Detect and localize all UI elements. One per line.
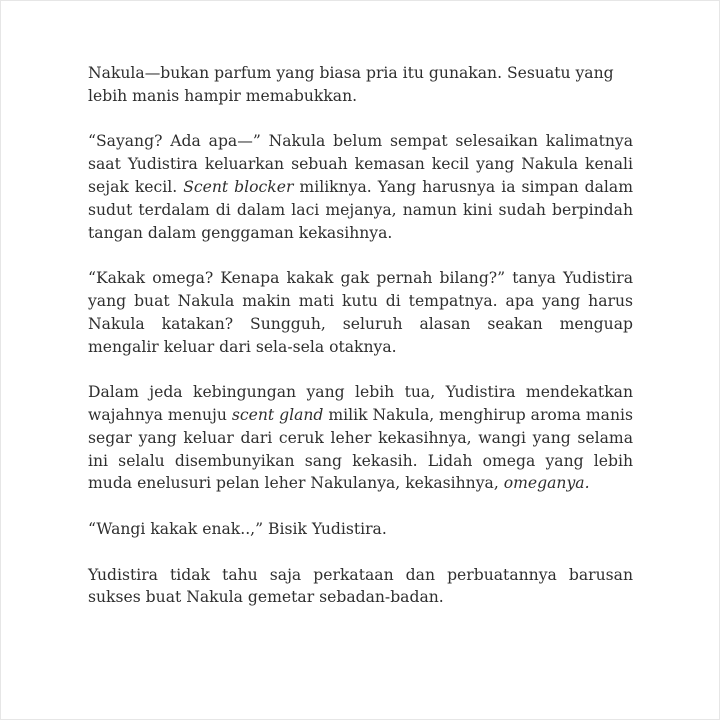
paragraph-2-text-a: “Sayang? Ada apa—” Nakula belum sempat selesaikan kalimatnya saat Yudistira keluarkan sebuah kemasan kecil yang Nakula kenali sejak kecil. <box>88 132 633 196</box>
paragraph-5-text: “Wangi kakak enak..,” Bisik Yudistira. <box>88 519 387 538</box>
paragraph-4-italic-term: scent gland <box>231 405 324 424</box>
paragraph-4-text-a: Dalam jeda kebingungan yang lebih tua, Yudistira mendekatkan wajahnya menuju <box>88 383 633 424</box>
paragraph-3 <box>88 267 633 358</box>
story-text <box>88 62 633 632</box>
paragraph-4-italic-ending: omeganya. <box>503 474 590 493</box>
paragraph-2-italic-term: Scent blocker <box>183 177 294 196</box>
paragraph-3-text: “Kakak omega? Kenapa kakak gak pernah bilang?” tanya Yudistira yang buat Nakula makin mati kutu di tempatnya. apa yang harus Nakula katakan? Sungguh, seluruh alasan seakan menguap mengalir keluar dari sela-sela otaknya. <box>88 269 633 356</box>
paragraph-5 <box>88 518 633 541</box>
paragraph-2 <box>88 130 633 244</box>
paragraph-6-text: Yudistira tidak tahu saja perkataan dan perbuatannya barusan sukses buat Nakula gemetar sebadan-badan. <box>88 565 633 607</box>
paragraph-1 <box>88 62 633 108</box>
paragraph-2-text-b: miliknya. Yang harusnya ia simpan dalam sudut terdalam di dalam laci mejanya, namun kini sudah berpindah tangan dalam genggaman kekasihnya. <box>88 177 633 242</box>
paragraph-1-text: Nakula—bukan parfum yang biasa pria itu gunakan. Sesuatu yang lebih manis hampir memabukkan. <box>88 64 614 105</box>
paragraph-4 <box>88 381 633 495</box>
paragraph-6 <box>88 564 633 610</box>
paragraph-4-text-b: milik Nakula, menghirup aroma manis segar yang keluar dari ceruk leher kekasihnya, wangi yang selama ini selalu disembunyikan sang kekasih. Lidah omega yang lebih muda enelusuri pelan leher Nakulanya, kekasihnya, <box>88 405 633 493</box>
